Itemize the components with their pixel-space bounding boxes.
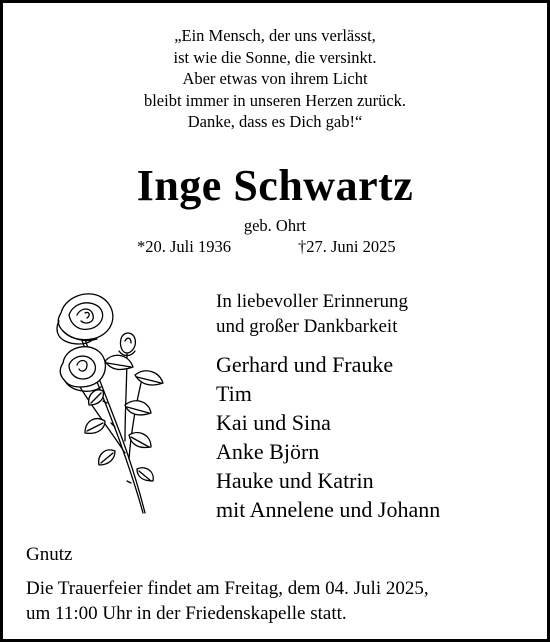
- poem-line: Danke, dass es Dich gab!“: [187, 112, 363, 131]
- mourner-entry: mit Annelene und Johann: [216, 497, 441, 522]
- mourner-entry: Tim: [216, 381, 252, 406]
- rose-icon: [45, 291, 170, 516]
- mourner-entry: Gerhard und Frauke: [216, 352, 394, 377]
- mourners-list: [216, 350, 440, 524]
- memorial-poem: [3, 25, 547, 133]
- poem-line: Aber etwas von ihrem Licht: [182, 69, 368, 88]
- poem-line: ist wie die Sonne, die versinkt.: [173, 47, 377, 67]
- intro-line: und großer Dankbarkeit: [216, 316, 398, 337]
- funeral-line: um 11:00 Uhr in der Friedenskapelle statt.: [26, 603, 347, 624]
- deceased-name: Inge Schwartz: [136, 161, 414, 210]
- mourner-entry: Hauke und Katrin: [216, 468, 374, 493]
- poem-line: bleibt immer in unseren Herzen zurück.: [143, 90, 407, 110]
- birth-date: *20. Juli 1936: [137, 237, 231, 256]
- poem-line: „Ein Mensch, der uns verlässt,: [174, 26, 376, 45]
- birth-name: geb. Ohrt: [243, 216, 307, 235]
- mourner-entry: Anke Björn: [216, 439, 320, 464]
- funeral-line: Die Trauerfeier findet am Freitag, dem 04. Juli 2025,: [26, 578, 429, 599]
- place-name: Gnutz: [26, 544, 73, 565]
- intro-line: In liebevoller Erinnerung: [216, 291, 409, 312]
- funeral-notice: [26, 576, 429, 626]
- death-date: †27. Juni 2025: [298, 237, 396, 256]
- mourner-entry: Kai und Sina: [216, 410, 331, 435]
- remembrance-intro: [216, 289, 408, 339]
